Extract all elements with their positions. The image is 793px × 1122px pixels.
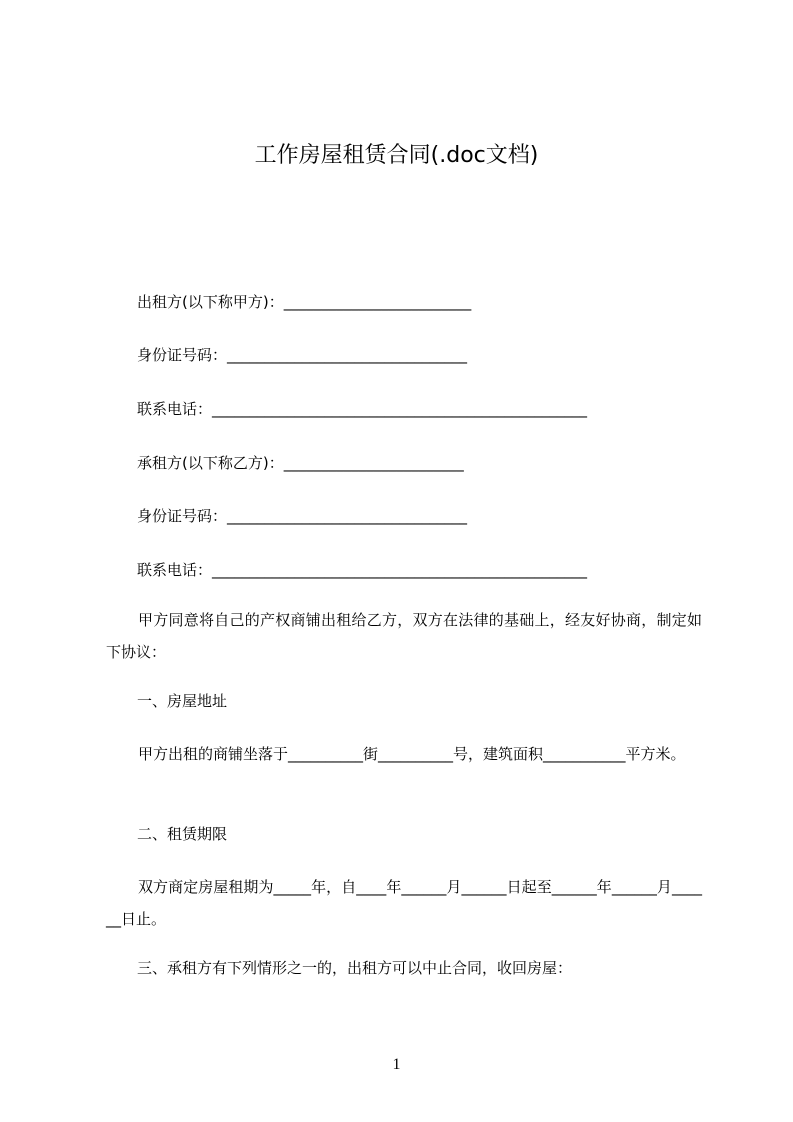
section-body-address: 甲方出租的商铺坐落于__________街__________号，建筑面积___________平方米。 — [138, 745, 686, 763]
section-heading-address: 一、房屋地址 — [137, 692, 228, 710]
lessor-id-line: 身份证号码：________________________________ — [137, 346, 468, 364]
lessor-phone-line: 联系电话：__________________________________________________ — [137, 400, 588, 418]
intro-paragraph: 甲方同意将自己的产权商铺出租给乙方，双方在法律的基础上，经友好协商，制定如下协议： — [106, 611, 702, 661]
lessee-name-line: 承租方(以下称乙方)：________________________ — [137, 454, 464, 472]
lessor-name-line: 出租方(以下称甲方)：_________________________ — [137, 293, 472, 311]
page-number: 1 — [392, 1056, 401, 1073]
section-heading-term: 二、租赁期限 — [137, 825, 228, 843]
section-heading-termination: 三、承租方有下列情形之一的，出租方可以中止合同，收回房屋： — [137, 959, 573, 977]
lessee-phone-line: 联系电话：__________________________________________________ — [137, 561, 588, 579]
lessee-id-line: 身份证号码：________________________________ — [137, 507, 468, 525]
section-body-term: 双方商定房屋租期为_____年，自____年______月______日起至______年______月______日止。 — [106, 878, 702, 928]
document-title: 工作房屋租赁合同(.doc文档) — [254, 143, 539, 168]
